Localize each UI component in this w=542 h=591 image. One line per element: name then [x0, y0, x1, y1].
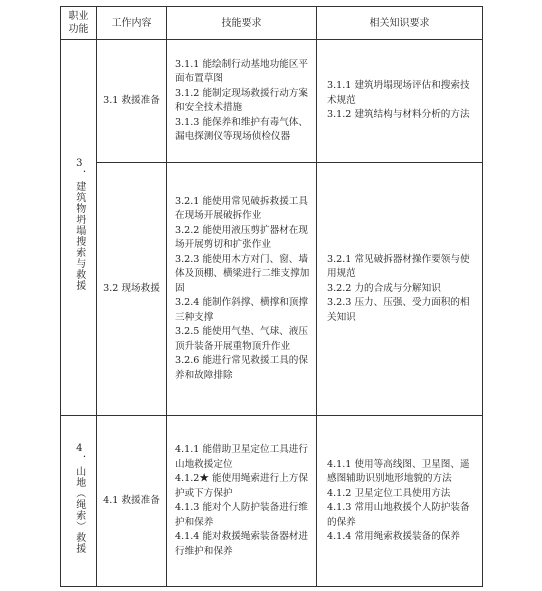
function-cell-4 — [61, 416, 97, 587]
skill-item: 3.1.2 能制定现场救援行动方案和安全技术措施 — [175, 87, 308, 113]
knowledge-item: 3.2.1 常见破拆器材操作要领与使用规范 — [327, 253, 470, 280]
work-content-cell: 3.2 现场救援 — [97, 163, 167, 416]
skills-cell — [167, 40, 317, 163]
skill-item: 3.2.5 能使用气垫、气球、液压顶升装备开展重物顶升作业 — [175, 326, 308, 352]
header-function-line: 职业 — [68, 11, 89, 22]
work-content-cell: 3.1 救援准备 — [97, 40, 167, 163]
table-header-row — [61, 7, 483, 40]
function-name: 4．山地（绳索）救援 — [73, 442, 85, 554]
function-cell-3 — [61, 40, 97, 416]
knowledge-item: 3.2.3 压力、压强、受力面积的相关知识 — [327, 297, 470, 323]
skill-item: 4.1.3 能对个人防护装备进行维护和保养 — [175, 502, 308, 528]
function-name: 3．建筑物坍塌搜索与救援 — [73, 158, 85, 292]
knowledge-item: 3.1.1 建筑坍塌现场评估和搜索技术规范 — [327, 80, 470, 106]
header-function-line: 功能 — [68, 24, 89, 35]
knowledge-cell — [317, 40, 483, 163]
knowledge-item: 4.1.3 常用山地救援个人防护装备的保养 — [327, 502, 470, 528]
knowledge-cell — [317, 163, 483, 416]
header-skill-requirements: 技能要求 — [167, 7, 317, 40]
header-function — [61, 7, 97, 40]
skill-item: 4.1.2★ 能使用绳索进行上方保护或下方保护 — [175, 473, 308, 499]
table-row — [61, 416, 483, 587]
skill-item: 4.1.4 能对救援绳索装备器材进行维护和保养 — [175, 531, 308, 557]
skill-item: 4.1.1 能借助卫星定位工具进行山地救援定位 — [175, 444, 308, 470]
skills-cell — [167, 416, 317, 587]
skill-item: 3.2.6 能进行常见救援工具的保养和故障排除 — [175, 355, 308, 381]
skill-item: 3.1.3 能保养和维护有毒气体、漏电探测仪等现场侦检仪器 — [175, 116, 308, 142]
table-row — [61, 163, 483, 416]
skill-item: 3.2.3 能使用木方对门、窗、墙体及顶棚、横梁进行二维支撑加固 — [175, 253, 310, 294]
occupational-standard-table — [60, 6, 483, 587]
knowledge-cell — [317, 416, 483, 587]
skill-item: 3.2.4 能制作斜撑、横撑和顶撑三种支撑 — [175, 297, 308, 323]
skills-cell — [167, 163, 317, 416]
knowledge-item: 3.2.2 力的合成与分解知识 — [327, 282, 441, 294]
skill-item: 3.2.1 能使用常见破拆救援工具在现场开展破拆作业 — [175, 195, 308, 222]
work-content-cell: 4.1 救援准备 — [97, 416, 167, 587]
header-work-content: 工作内容 — [97, 7, 167, 40]
skill-item: 3.2.2 能使用液压剪扩器材在现场开展剪切和扩张作业 — [175, 224, 308, 251]
knowledge-item: 3.1.2 建筑结构与材料分析的方法 — [327, 109, 470, 121]
header-knowledge-requirements: 相关知识要求 — [317, 7, 483, 40]
table-row — [61, 40, 483, 163]
knowledge-item: 4.1.1 使用等高线图、卫星图、遥感图辅助识别地形地貌的方法 — [327, 458, 470, 484]
knowledge-item: 4.1.4 常用绳索救援装备的保养 — [327, 531, 460, 542]
skill-item: 3.1.1 能绘制行动基地功能区平面布置草图 — [175, 58, 308, 84]
knowledge-item: 4.1.2 卫星定位工具使用方法 — [327, 487, 451, 499]
